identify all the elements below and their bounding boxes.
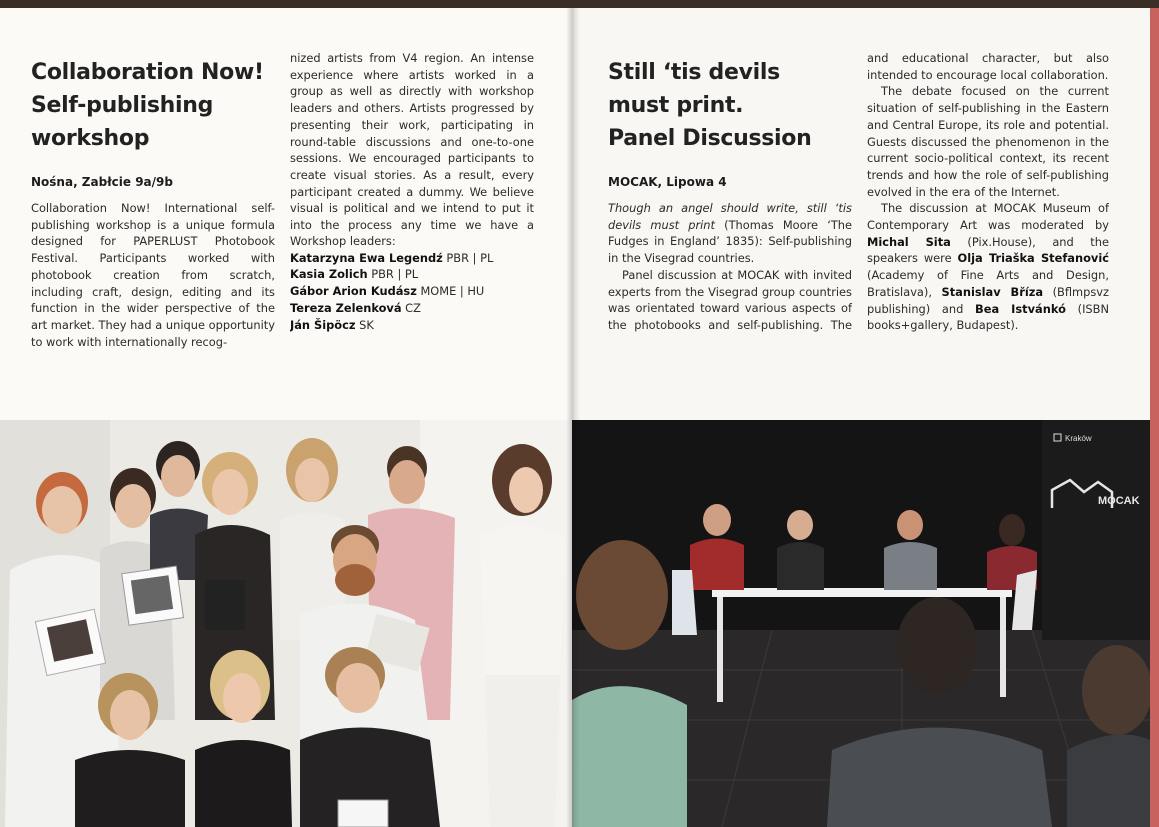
moore-quote: Though an angel should write, still ‘tis devils must print bbox=[608, 201, 852, 232]
mocak-logo-text: MOCAK bbox=[1098, 495, 1140, 507]
quote-source: (Thomas Moore ‘The Fudges in England’ 1835): Self-publishing in the Visegrad countries. bbox=[608, 217, 852, 266]
workshop-leader bbox=[290, 300, 534, 317]
left-venue: Nośna, Zabłcie 9a/9b bbox=[31, 175, 173, 189]
leader-name: Gábor Arion Kudász bbox=[290, 284, 417, 299]
leader-name: Kasia Zolich bbox=[290, 267, 368, 282]
right-title-line-1: Still ‘tis devils bbox=[608, 60, 780, 85]
workshop-intro-part-2: nized artists from V4 region. An intense experience where artists worked in a group as well as directly with workshop leaders and others. Artists progressed by presenting their work, participating in round-table discussions and one-to-one sessions. We encouraged participants to create visual stories. As a result, every participant created a dummy. We believe visual is political and we intend to put it into the process any time we have a bbox=[290, 51, 534, 233]
speaker-org: (ISBN books+gallery, Budapest). bbox=[867, 301, 1109, 333]
left-body-column-2 bbox=[290, 50, 534, 350]
right-title-block bbox=[608, 56, 853, 189]
group-photo-illustration bbox=[0, 420, 572, 827]
workshop-leader bbox=[290, 250, 534, 267]
left-title-block bbox=[31, 56, 276, 189]
workshop-leader bbox=[290, 266, 534, 283]
speaker-name: Olja Triaška Stefanović bbox=[957, 251, 1109, 266]
workshop-leaders-label: Workshop leaders: bbox=[290, 234, 396, 248]
quote-paragraph bbox=[608, 200, 852, 267]
speaker-org: (Academy of Fine Arts and Design, Bratislava), bbox=[867, 268, 1109, 299]
right-title-line-3: Panel Discussion bbox=[608, 126, 812, 151]
leader-name: Tereza Zelenková bbox=[290, 300, 402, 315]
moderator-name: Michal Sita bbox=[867, 234, 951, 249]
book-gutter bbox=[566, 0, 580, 827]
leader-org: CZ bbox=[405, 300, 421, 315]
left-body-column-1 bbox=[31, 200, 275, 352]
workshop-leader bbox=[290, 317, 534, 334]
left-title-line-2: Self-publishing bbox=[31, 93, 214, 118]
left-title bbox=[31, 56, 276, 155]
leader-org: PBR | PL bbox=[446, 250, 494, 265]
left-page bbox=[0, 0, 572, 827]
speaker-name: Bea Istvánkó bbox=[975, 301, 1066, 316]
scan-right-edge bbox=[1150, 0, 1159, 827]
leader-org: PBR | PL bbox=[371, 267, 419, 282]
leader-org: SK bbox=[359, 317, 374, 332]
leader-org: MOME | HU bbox=[420, 284, 485, 299]
speaker-org: (Bflmpsvz publishing) and bbox=[867, 284, 1109, 316]
right-venue: MOCAK, Lipowa 4 bbox=[608, 175, 727, 189]
workshop-group-photo bbox=[0, 420, 572, 827]
debate-paragraph: The debate focused on the current situation of self-publishing in the Eastern and Central Europe, its role and potential. Guests discussed the phenomenon in the current socio-political context, its recent trends and how the role of self-publishing evolved in the era of the Internet. bbox=[867, 84, 1109, 199]
right-title-line-2: must print. bbox=[608, 93, 744, 118]
left-title-line-1: Collaboration Now! bbox=[31, 60, 264, 85]
workshop-leader bbox=[290, 283, 534, 300]
right-body-column-1 bbox=[608, 200, 852, 352]
panel-photo-illustration bbox=[572, 420, 1150, 827]
krakow-label: Kraków bbox=[1065, 434, 1092, 443]
panel-intro-wrap bbox=[608, 267, 852, 335]
moderator-org: (Pix.House), and the speakers were bbox=[867, 234, 1109, 266]
leader-name: Katarzyna Ewa Legendź bbox=[290, 250, 443, 265]
panel-intro-part-2: and educational character, but also intended to encourage local collaboration. bbox=[867, 51, 1109, 82]
left-title-line-3: workshop bbox=[31, 126, 150, 151]
panel-intro-part-1: Panel discussion at MOCAK with invited experts from the Visegrad group countries was orientated toward various aspects of the photobooks and self-publishing. The bbox=[608, 267, 852, 332]
right-title bbox=[608, 56, 853, 155]
workshop-intro-part-2-wrap bbox=[290, 50, 534, 233]
speaker-name: Stanislav Bříza bbox=[941, 284, 1044, 299]
scan-top-edge bbox=[0, 0, 1159, 8]
leader-name: Ján Šipöcz bbox=[290, 317, 356, 332]
right-page bbox=[572, 0, 1150, 827]
panel-discussion-photo bbox=[572, 420, 1150, 827]
workshop-intro-part-1: Collaboration Now! International self-publishing workshop is a unique formula designed for PAPERLUST Photobook Festival. Participants worked with photobook creation from scratch, including craft, design, editing and its function in the wider perspective of the art market. They had a unique opportunity to work with internationally recog- bbox=[31, 201, 275, 349]
moderation-intro: The discussion at MOCAK Museum of Contemporary Art was moderated by bbox=[867, 201, 1109, 233]
right-body-column-2 bbox=[867, 50, 1109, 350]
moderation-paragraph bbox=[867, 200, 1109, 334]
